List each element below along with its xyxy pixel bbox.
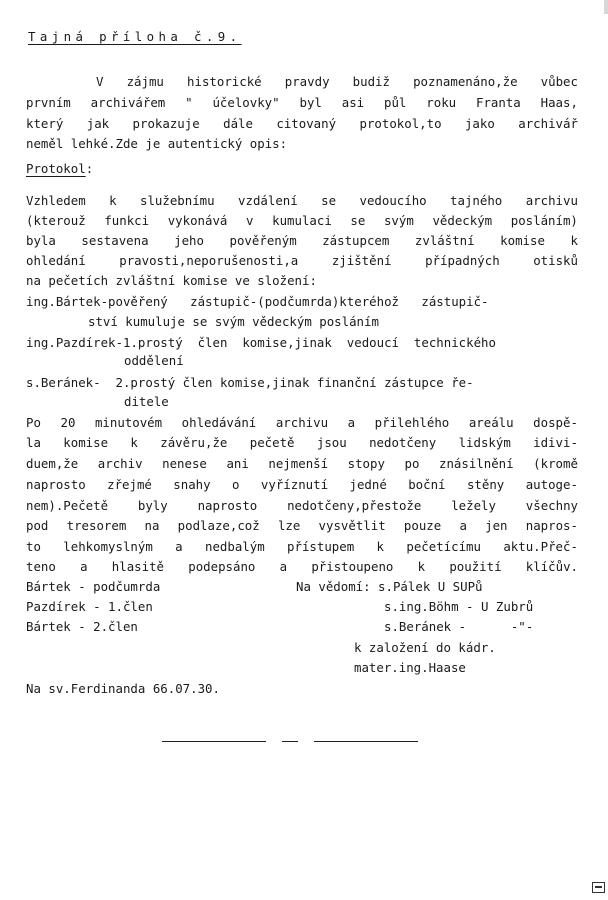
signature-3: Bártek - 2.člen bbox=[26, 619, 138, 634]
intro-line-4: neměl lehké.Zde je autentický opis: bbox=[26, 136, 288, 151]
signature-2: Pazdírek - 1.člen bbox=[26, 599, 153, 614]
intro-line-3: který jak prokazuje dále citovaný protokol,to jako archivář bbox=[26, 116, 578, 131]
body-line-1: Vzhledem k služebnímu vzdálení se vedoucího tajného archivu bbox=[26, 193, 578, 208]
findings-line-2: la komise k závěru,že pečetě jsou nedotčeny lidským idivi- bbox=[26, 435, 578, 450]
place-date: Na sv.Ferdinanda 66.07.30. bbox=[26, 681, 220, 696]
findings-line-5: nem).Pečetě byly naprosto nedotčeny,přestože ležely všechny bbox=[26, 498, 578, 513]
protokol-heading bbox=[26, 160, 578, 178]
closing-rule-center bbox=[282, 741, 298, 742]
document-heading: Tajná příloha č.9. bbox=[28, 29, 242, 44]
protokol-label: Protokol bbox=[26, 161, 86, 176]
findings-line-7: to lehkomyslným a nedbalým přístupem k pečetícímu aktu.Přeč- bbox=[26, 539, 578, 554]
member-2-continuation: oddělení bbox=[124, 353, 184, 368]
member-1-continuation: ství kumuluje se svým vědeckým posláním bbox=[88, 314, 379, 329]
protokol-colon: : bbox=[85, 161, 94, 176]
closing-rule-left bbox=[162, 741, 266, 742]
member-2: ing.Pazdírek-1.prostý člen komise,jinak vedoucí technického bbox=[26, 335, 496, 350]
distribution-line-5: mater.ing.Haase bbox=[354, 660, 466, 675]
findings-line-1: Po 20 minutovém ohledávání archivu a přilehlého areálu dospě- bbox=[26, 415, 578, 430]
distribution-line-4: k založení do kádr. bbox=[354, 640, 496, 655]
distribution-line-2: s.ing.Böhm - U Zubrů bbox=[384, 599, 534, 614]
findings-line-4: naprosto zřejmé snahy o vyříznutí jedné boční stěny autoge- bbox=[26, 477, 578, 492]
intro-line-2: prvním archivářem " účelovky" byl asi půl roku Franta Haas, bbox=[26, 95, 578, 110]
intro-line-1: V zájmu historické pravdy budiž poznamenáno,že vůbec bbox=[96, 74, 578, 89]
closing-rule-right bbox=[314, 741, 418, 742]
findings-line-6: pod tresorem na podlaze,což lze vysvětlit pouze a jen napros- bbox=[26, 518, 578, 533]
body-line-3: byla sestavena jeho pověřeným zástupcem zvláštní komise k bbox=[26, 233, 578, 248]
distribution-line-1: Na vědomí: s.Pálek U SUPů bbox=[296, 579, 483, 594]
member-3: s.Beránek- 2.prostý člen komise,jinak finanční zástupce ře- bbox=[26, 375, 474, 390]
scan-edge-mark bbox=[604, 0, 608, 14]
findings-line-3: duem,že archiv nenese ani nejmenší stopy po znásilnění (kromě bbox=[26, 456, 578, 471]
signature-1: Bártek - podčumrda bbox=[26, 579, 161, 594]
body-line-4: ohledání pravosti,neporušenosti,a zjištění případných otisků bbox=[26, 253, 578, 268]
findings-line-8: teno a hlasitě podepsáno a přistoupeno k použití klíčův. bbox=[26, 559, 578, 574]
page-corner-icon bbox=[592, 882, 605, 893]
body-line-5: na pečetích zvláštní komise ve složení: bbox=[26, 273, 317, 288]
body-line-2: (kterouž funkci vykonává v kumulaci se svým vědeckým posláním) bbox=[26, 213, 578, 228]
distribution-line-3: s.Beránek - -"- bbox=[384, 619, 534, 634]
member-3-continuation: ditele bbox=[124, 394, 169, 409]
member-1: ing.Bártek-pověřený zástupič-(podčumrda)kteréhož zástupič- bbox=[26, 294, 489, 309]
